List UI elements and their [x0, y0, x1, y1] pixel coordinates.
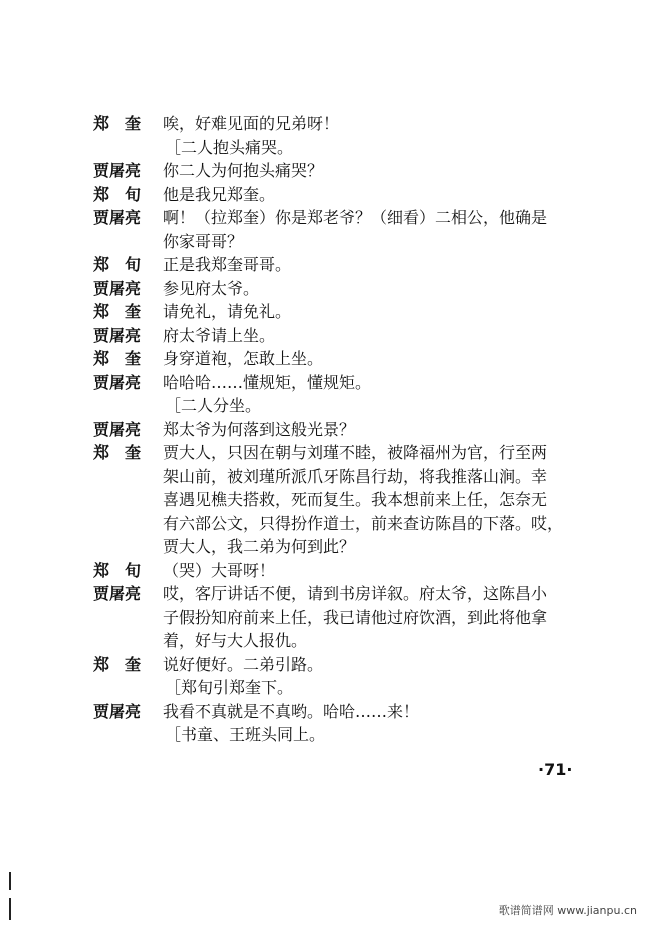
dialogue-line: [93, 347, 613, 371]
dialogue-continuation: [93, 488, 613, 512]
line-text: 子假扮知府前来上任，我已请他过府饮酒，到此将他拿: [163, 607, 548, 627]
dialogue-line: [93, 159, 613, 183]
line-text: 正是我郑奎哥哥。: [163, 255, 292, 274]
line-text: 哈哈哈……懂规矩，懂规矩。: [163, 372, 372, 392]
speaker-name: 贾屠亮: [93, 584, 142, 603]
speaker-name: 贾屠亮: [93, 372, 142, 392]
speaker-name: 郑 奎: [93, 302, 142, 321]
dialogue-line: [93, 206, 613, 230]
line-text: 着，好与大人报仇。: [163, 631, 308, 650]
line-text: 说好便好。二弟引路。: [163, 654, 324, 674]
line-text: 郑太爷为何落到这般光景？: [163, 419, 356, 439]
stage-direction: [93, 394, 613, 418]
script-body: [93, 112, 613, 747]
line-text: 你二人为何抱头痛哭？: [163, 161, 324, 180]
dialogue-line: [93, 112, 613, 136]
line-text: 喜遇见樵夫搭救，死而复生。我本想前来上任，怎奈无: [163, 490, 548, 509]
binding-mark-bottom: [9, 898, 11, 920]
dialogue-continuation: [93, 535, 613, 559]
line-text: 他是我兄郑奎。: [163, 184, 276, 204]
dialogue-line: [93, 253, 613, 277]
line-text: 府太爷请上坐。: [163, 325, 276, 345]
speaker-name: 郑 旬: [93, 255, 142, 274]
line-text: ［书童、王班头同上。: [165, 725, 326, 744]
line-text: 参见府太爷。: [163, 278, 260, 298]
dialogue-line: [93, 653, 613, 677]
speaker-name: 郑 旬: [93, 184, 142, 204]
speaker-name: 郑 奎: [93, 443, 142, 462]
speaker-name: 贾屠亮: [93, 208, 142, 227]
dialogue-line: [93, 418, 613, 442]
dialogue-line: [93, 324, 613, 348]
line-text: ［二人抱头痛哭。: [165, 137, 294, 157]
dialogue-continuation: [93, 606, 613, 630]
dialogue-line: [93, 559, 613, 583]
speaker-name: 贾屠亮: [93, 701, 142, 721]
line-text: 请免礼，请免礼。: [163, 302, 292, 321]
stage-direction: [93, 136, 613, 160]
line-text: 贾大人，只因在朝与刘瑾不睦，被降福州为官，行至两: [163, 443, 548, 462]
dialogue-line: [93, 277, 613, 301]
dialogue-continuation: [93, 629, 613, 653]
line-text: ［郑旬引郑奎下。: [165, 678, 294, 697]
binding-mark-top: [9, 872, 11, 890]
speaker-name: 贾屠亮: [93, 419, 142, 439]
dialogue-continuation: [93, 512, 613, 536]
speaker-name: 贾屠亮: [93, 278, 142, 298]
page-number: ·71·: [538, 760, 573, 779]
speaker-name: 郑 奎: [93, 114, 142, 133]
dialogue-line: [93, 371, 613, 395]
line-text: 贾大人，我二弟为何到此？: [163, 537, 356, 556]
speaker-name: 郑 旬: [93, 560, 142, 580]
line-text: 我看不真就是不真哟。哈哈……来！: [163, 701, 420, 721]
dialogue-line: [93, 700, 613, 724]
dialogue-continuation: [93, 465, 613, 489]
stage-direction: [93, 723, 613, 747]
stage-direction: [93, 676, 613, 700]
line-text: 有六部公文，只得扮作道士，前来查访陈昌的下落。哎，: [163, 513, 564, 533]
watermark: 歌谱简谱网 www.jianpu.cn: [498, 904, 637, 917]
dialogue-continuation: [93, 230, 613, 254]
speaker-name: 贾屠亮: [93, 325, 142, 345]
dialogue-line: [93, 300, 613, 324]
line-text: 啊！（拉郑奎）你是郑老爷？（细看）二相公，他确是: [163, 208, 548, 227]
line-text: ［二人分坐。: [165, 396, 262, 415]
dialogue-line: [93, 441, 613, 465]
line-text: （哭）大哥呀！: [163, 560, 276, 580]
speaker-name: 郑 奎: [93, 654, 142, 674]
line-text: 身穿道袍，怎敢上坐。: [163, 349, 324, 368]
line-text: 哎，客厅讲话不便，请到书房详叙。府太爷，这陈昌小: [163, 584, 548, 603]
dialogue-line: [93, 183, 613, 207]
line-text: 唉，好难见面的兄弟呀！: [163, 114, 340, 133]
line-text: 你家哥哥？: [163, 231, 244, 251]
dialogue-line: [93, 582, 613, 606]
speaker-name: 郑 奎: [93, 349, 142, 368]
line-text: 架山前，被刘瑾所派爪牙陈昌行劫，将我推落山涧。幸: [163, 466, 548, 486]
speaker-name: 贾屠亮: [93, 161, 142, 180]
